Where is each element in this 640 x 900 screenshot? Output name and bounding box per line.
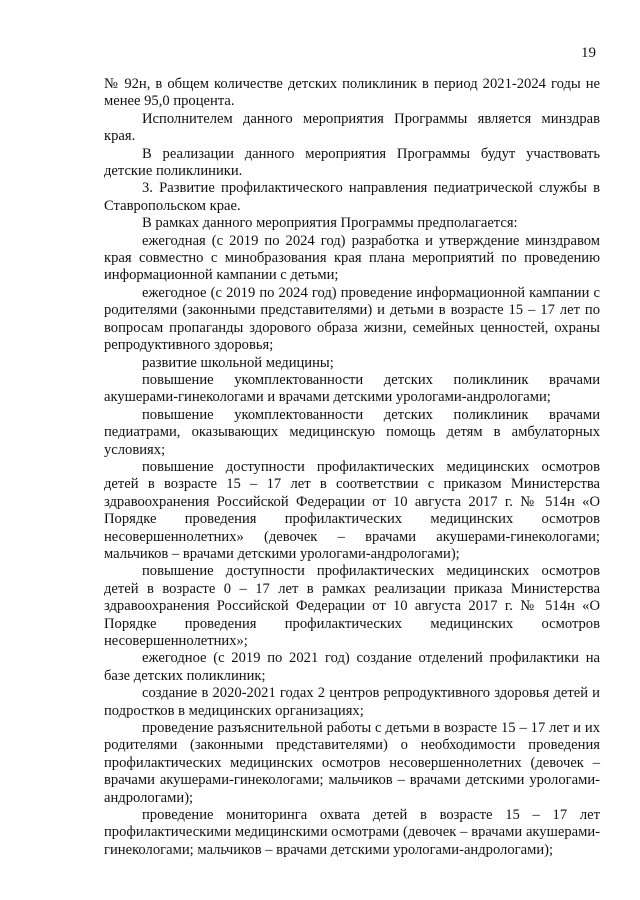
- list-item: создание в 2020-2021 годах 2 центров репродуктивного здоровья детей и подростков в медицинских организациях;: [104, 685, 600, 719]
- paragraph: № 92н, в общем количестве детских поликлиник в период 2021-2024 годы не менее 95,0 процента.: [104, 76, 600, 110]
- list-item: ежегодное (с 2019 по 2024 год) проведение информационной кампании с родителями (законными представителями) и детьми в возрасте 15 – 17 лет по вопросам пропаганды здорового образа жизни, семейных ценностей, охраны репродуктивного здоровья;: [104, 284, 600, 354]
- list-item: повышение доступности профилактических медицинских осмотров детей в возрасте 15 – 17 лет в соответствии с приказом Министерства здравоохранения Российской Федерации от 10 августа 2017 г. № 514н «О Порядке проведения профилактических медицинских осмотров несовершеннолетних» (девочек – врачами акушерами-гинекологами; мальчиков – врачами детскими урологами-андрологами);: [104, 458, 600, 562]
- paragraph: В реализации данного мероприятия Программы будут участвовать детские поликлиники.: [104, 145, 600, 180]
- list-item: проведение мониторинга охвата детей в возрасте 15 – 17 лет профилактическими медицинскими осмотрами (девочек – врачами акушерами-гинекологами; мальчиков – врачами детскими урологами-андрологами);: [104, 807, 600, 858]
- paragraph: Исполнителем данного мероприятия Программы является минздрав края.: [104, 110, 600, 145]
- paragraph: В рамках данного мероприятия Программы предполагается:: [142, 215, 518, 232]
- section-heading: 3. Развитие профилактического направления педиатрической службы в Ставропольском крае.: [104, 180, 600, 214]
- document-body: [104, 76, 600, 859]
- list-item: ежегодное (с 2019 по 2021 год) создание отделений профилактики на базе детских поликлиник;: [104, 650, 600, 684]
- list-item: повышение укомплектованности детских поликлиник врачами педиатрами, оказывающих медицинскую помощь детям в амбулаторных условиях;: [104, 406, 600, 458]
- page-number: 19: [581, 45, 596, 61]
- list-item: развитие школьной медицины;: [142, 354, 334, 371]
- list-item: повышение укомплектованности детских поликлиник врачами акушерами-гинекологами и врачами детскими урологами-андрологами;: [104, 371, 600, 406]
- list-item: проведение разъяснительной работы с детьми в возрасте 15 – 17 лет и их родителями (законными представителями) о необходимости проведения профилактических медицинских осмотров несовершеннолетних (девочек – врачами акушерами-гинекологами; мальчиков – врачами детскими урологами-андрологами);: [104, 720, 600, 806]
- list-item: ежегодная (с 2019 по 2024 год) разработка и утверждение минздравом края совместно с минобразования края плана мероприятий по проведению информационной кампании с детьми;: [104, 232, 600, 284]
- list-item: повышение доступности профилактических медицинских осмотров детей в возрасте 0 – 17 лет в рамках реализации приказа Министерства здравоохранения Российской Федерации от 10 августа 2017 г. № 514н «О Порядке проведения профилактических медицинских осмотров несовершеннолетних»;: [104, 563, 600, 649]
